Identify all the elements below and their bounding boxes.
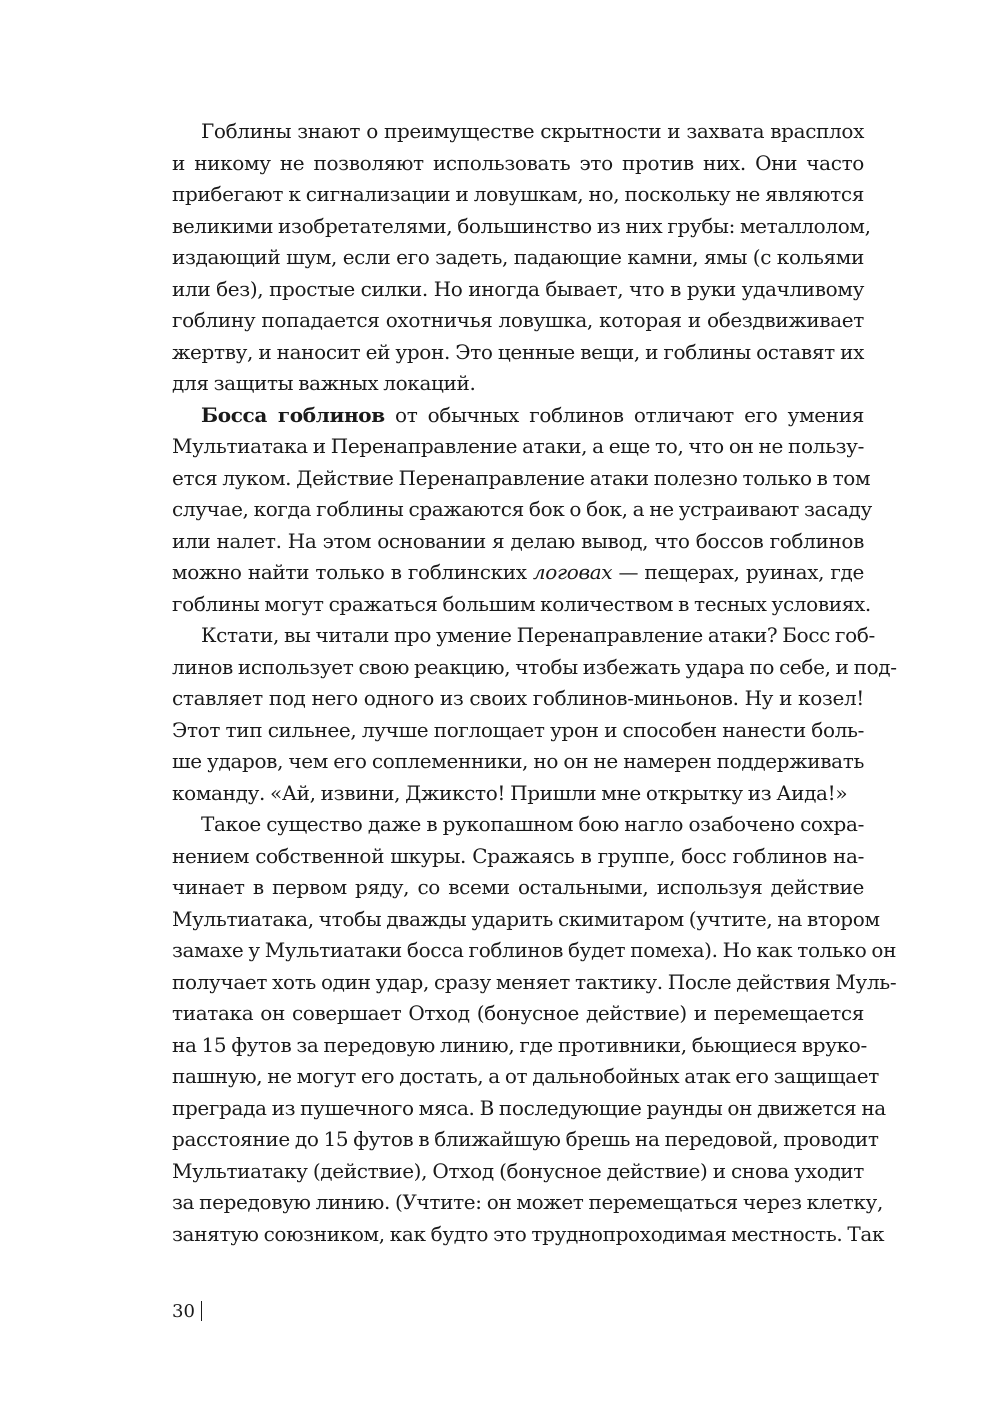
paragraph-2 [172,400,872,621]
text-line: тиатака он совершает Отход (бонусное действие) и перемещается [172,1001,864,1025]
text-line: пашную, не могут его достать, а от дальнобойных атак его защищает [172,1064,879,1088]
text-line: Мультиатака, чтобы дважды ударить скимитаром (учтите, на втором [172,906,880,931]
text-line: Гоблины знают о преимуществе скрытности и захвата врасплох [201,119,864,143]
text-line: получает хоть один удар, сразу меняет тактику. После действия Муль- [172,969,897,994]
page-number: 30 [172,1301,195,1322]
text-line: случае, когда гоблины сражаются бок о бок, а не устраивают засаду [172,497,872,521]
text-line: издающий шум, если его задеть, падающие камни, ямы (с кольями [172,245,864,269]
text-line: нением собственной шкуры. Сражаясь в группе, босс гоблинов на- [172,843,864,868]
text-line: гоблины могут сражаться большим количеством в тесных условиях. [172,591,871,616]
text-line: ется луком. Действие Перенаправление атаки полезно только в том [172,465,871,490]
text-line: Кстати, вы читали про умение Перенаправление атаки? Босс гоб- [201,623,875,647]
text-run: — пещерах, руинах, где [612,560,865,584]
text-line: Мультиатака и Перенаправление атаки, а еще то, что он не пользу- [172,434,864,458]
page-footer [172,1300,202,1324]
text-line: чинает в первом ряду, со всеми остальными, используя действие [172,875,864,899]
paragraph-1 [172,116,871,400]
text-line: или без), простые силки. Но иногда бывает, что в руки удачливому [172,276,864,301]
text-line: гоблину попадается охотничья ловушка, которая и обездвиживает [172,308,864,332]
text-line: ставляет под него одного из своих гоблинов-миньонов. Ну и козел! [172,686,864,710]
text-line: за передовую линию. (Учтите: он может перемещаться через клетку, [172,1190,883,1214]
text-line: ше ударов, чем его соплеменники, но он не намерен поддерживать [172,749,864,773]
text-line: для защиты важных локаций. [172,371,476,395]
text-line: прибегают к сигнализации и ловушкам, но, поскольку не являются [172,182,864,206]
bold-term: Босса гоблинов [201,402,385,427]
text-line: или налет. На этом основании я делаю вывод, что боссов гоблинов [172,528,864,553]
text-line: преграда из пушечного мяса. В последующие раунды он движется на [172,1095,886,1120]
text-line: Этот тип сильнее, лучше поглощает урон и способен нанести боль- [172,717,864,742]
text-line [172,400,864,432]
text-line [172,557,864,589]
text-line: линов использует свою реакцию, чтобы избежать удара по себе, и под- [172,654,897,679]
text-line: на 15 футов за передовую линию, где противники, бьющиеся вруко- [172,1032,867,1057]
text-line: замахе у Мультиатаки босса гоблинов будет помеха). Но как только он [172,938,897,962]
italic-term: логовах [532,560,613,584]
folio-divider [201,1301,203,1321]
text-line: великими изобретателями, большинство из них грубы: металлолом, [172,213,871,238]
text-line: жертву, и наносит ей урон. Это ценные вещи, и гоблины оставят их [172,339,864,364]
text-line: Мультиатаку (действие), Отход (бонусное действие) и снова уходит [172,1158,864,1183]
text-run: от обычных гоблинов отличают его умения [384,402,864,427]
text-line: расстояние до 15 футов в ближайшую брешь на передовой, проводит [172,1127,879,1151]
text-run: можно найти только в гоблинских [172,560,533,584]
paragraph-3 [172,620,897,809]
text-line: и никому не позволяют использовать это против них. Они часто [172,150,864,175]
text-line: занятую союзником, как будто это труднопроходимая местность. Так [172,1221,885,1246]
paragraph-4 [172,809,897,1250]
text-line: команду. «Ай, извини, Джиксто! Пришли мне открытку из Аида!» [172,780,848,805]
text-line: Такое существо даже в рукопашном бою нагло озабочено сохра- [201,812,864,836]
page-body [172,116,897,1250]
